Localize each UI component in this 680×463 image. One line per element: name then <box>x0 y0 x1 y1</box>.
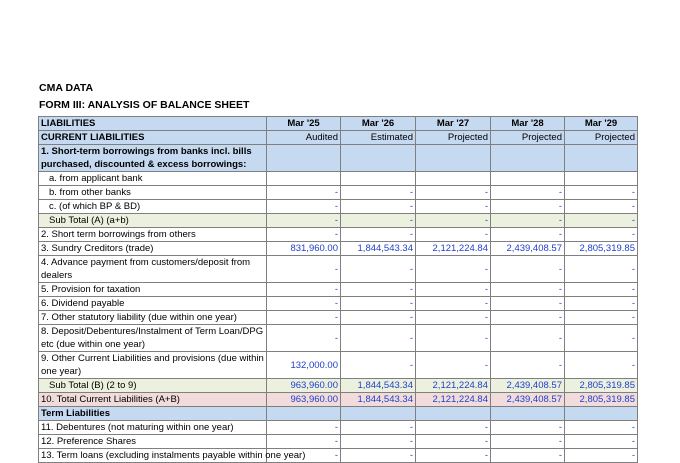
value-cell[interactable] <box>416 145 491 172</box>
value-cell[interactable]: 2,121,224.84 <box>416 242 491 256</box>
row-label-cell[interactable]: 11. Debentures (not maturing within one year) <box>39 421 267 435</box>
table-row <box>39 145 638 172</box>
table-row <box>39 131 638 145</box>
form-title: FORM III: ANALYSIS OF BALANCE SHEET <box>39 99 250 111</box>
value-cell[interactable]: - <box>341 200 416 214</box>
value-cell[interactable]: - <box>565 311 638 325</box>
value-cell[interactable]: 2,439,408.57 <box>491 393 565 407</box>
value-cell[interactable]: - <box>416 435 491 449</box>
value-cell[interactable]: - <box>341 297 416 311</box>
row-label-cell[interactable]: 12. Preference Shares <box>39 435 267 449</box>
value-cell[interactable]: - <box>491 214 565 228</box>
row-label-cell[interactable]: 9. Other Current Liabilities and provisions (due within one year) <box>39 352 267 379</box>
value-cell[interactable]: - <box>267 256 341 283</box>
value-cell[interactable]: - <box>491 297 565 311</box>
value-cell[interactable]: - <box>491 449 565 463</box>
value-cell[interactable]: - <box>341 325 416 352</box>
value-cell[interactable]: 2,805,319.85 <box>565 379 638 393</box>
table-row <box>39 352 638 379</box>
value-cell[interactable]: - <box>416 297 491 311</box>
value-cell[interactable]: 2,439,408.57 <box>491 242 565 256</box>
value-cell[interactable]: - <box>341 186 416 200</box>
value-cell[interactable]: - <box>416 311 491 325</box>
value-cell[interactable]: - <box>416 449 491 463</box>
value-cell[interactable]: - <box>416 325 491 352</box>
value-cell[interactable]: - <box>416 214 491 228</box>
table-row <box>39 435 638 449</box>
value-cell[interactable]: - <box>416 283 491 297</box>
table-row <box>39 407 638 421</box>
year-header-cell[interactable]: Mar '27 <box>416 117 491 131</box>
value-cell[interactable]: - <box>565 256 638 283</box>
value-cell[interactable]: - <box>565 325 638 352</box>
value-cell[interactable] <box>491 172 565 186</box>
value-cell[interactable]: - <box>491 421 565 435</box>
value-cell[interactable]: - <box>416 186 491 200</box>
value-cell[interactable]: 1,844,543.34 <box>341 379 416 393</box>
table-row <box>39 297 638 311</box>
row-label-cell[interactable]: 1. Short-term borrowings from banks incl. bills purchased, discounted & excess borrowings: <box>39 145 267 172</box>
value-cell[interactable]: - <box>491 325 565 352</box>
row-label-cell[interactable]: 13. Term loans (excluding instalments payable within one year) <box>39 449 267 463</box>
table-row <box>39 242 638 256</box>
value-cell[interactable] <box>416 407 491 421</box>
row-label-cell[interactable]: b. from other banks <box>39 186 267 200</box>
value-cell[interactable] <box>416 172 491 186</box>
value-cell[interactable]: - <box>565 214 638 228</box>
value-cell[interactable] <box>267 145 341 172</box>
value-cell[interactable]: - <box>491 200 565 214</box>
table-row <box>39 393 638 407</box>
value-cell[interactable]: - <box>341 449 416 463</box>
value-cell[interactable] <box>341 145 416 172</box>
row-label-cell[interactable]: CURRENT LIABILITIES <box>39 131 267 145</box>
row-label-cell[interactable]: a. from applicant bank <box>39 172 267 186</box>
value-cell[interactable]: - <box>341 214 416 228</box>
value-cell[interactable]: Estimated <box>341 131 416 145</box>
row-label-cell[interactable]: 6. Dividend payable <box>39 297 267 311</box>
value-cell[interactable]: 831,960.00 <box>267 242 341 256</box>
row-label-cell[interactable]: Term Liabilities <box>39 407 267 421</box>
value-cell[interactable]: - <box>565 228 638 242</box>
value-cell[interactable]: - <box>565 200 638 214</box>
table-row <box>39 325 638 352</box>
value-cell[interactable]: - <box>491 311 565 325</box>
year-header-cell[interactable]: Mar '26 <box>341 117 416 131</box>
table-row <box>39 379 638 393</box>
value-cell[interactable]: 2,439,408.57 <box>491 379 565 393</box>
value-cell[interactable]: - <box>267 214 341 228</box>
value-cell[interactable]: - <box>341 435 416 449</box>
value-cell[interactable]: - <box>341 352 416 379</box>
value-cell[interactable]: - <box>565 435 638 449</box>
value-cell[interactable]: - <box>267 200 341 214</box>
value-cell[interactable]: - <box>491 352 565 379</box>
value-cell[interactable] <box>267 172 341 186</box>
value-cell[interactable]: - <box>416 200 491 214</box>
value-cell[interactable]: - <box>565 449 638 463</box>
value-cell[interactable]: 132,000.00 <box>267 352 341 379</box>
value-cell[interactable] <box>491 407 565 421</box>
row-label-cell[interactable]: 4. Advance payment from customers/deposit from dealers <box>39 256 267 283</box>
value-cell[interactable]: - <box>267 325 341 352</box>
header-row <box>39 117 638 131</box>
value-cell[interactable]: - <box>565 297 638 311</box>
table-row <box>39 311 638 325</box>
value-cell[interactable] <box>267 407 341 421</box>
value-cell[interactable]: - <box>267 186 341 200</box>
year-header-cell[interactable]: Mar '29 <box>565 117 638 131</box>
value-cell[interactable]: - <box>341 228 416 242</box>
value-cell[interactable]: 2,805,319.85 <box>565 393 638 407</box>
value-cell[interactable]: - <box>267 311 341 325</box>
table-row <box>39 449 638 463</box>
value-cell[interactable]: - <box>416 228 491 242</box>
value-cell[interactable]: 1,844,543.34 <box>341 242 416 256</box>
value-cell[interactable]: - <box>267 283 341 297</box>
value-cell[interactable]: - <box>341 311 416 325</box>
row-label-cell[interactable]: c. (of which BP & BD) <box>39 200 267 214</box>
balance-sheet-table <box>38 116 638 463</box>
row-label-cell[interactable]: Sub Total (B) (2 to 9) <box>39 379 267 393</box>
value-cell[interactable]: - <box>565 283 638 297</box>
value-cell[interactable]: 1,844,543.34 <box>341 393 416 407</box>
value-cell[interactable]: 2,121,224.84 <box>416 379 491 393</box>
value-cell[interactable] <box>491 145 565 172</box>
table-row <box>39 186 638 200</box>
value-cell[interactable]: Projected <box>565 131 638 145</box>
row-label-cell[interactable]: 3. Sundry Creditors (trade) <box>39 242 267 256</box>
value-cell[interactable]: - <box>341 256 416 283</box>
value-cell[interactable]: - <box>267 228 341 242</box>
value-cell[interactable]: - <box>565 186 638 200</box>
value-cell[interactable]: 2,121,224.84 <box>416 393 491 407</box>
value-cell[interactable]: - <box>491 435 565 449</box>
value-cell[interactable]: - <box>491 186 565 200</box>
value-cell[interactable]: 2,805,319.85 <box>565 242 638 256</box>
value-cell[interactable]: - <box>491 256 565 283</box>
value-cell[interactable]: - <box>267 449 341 463</box>
value-cell[interactable] <box>565 172 638 186</box>
table-row <box>39 200 638 214</box>
value-cell[interactable] <box>341 407 416 421</box>
value-cell[interactable] <box>565 407 638 421</box>
value-cell[interactable]: - <box>565 421 638 435</box>
table-row <box>39 172 638 186</box>
value-cell[interactable]: - <box>267 435 341 449</box>
table-row <box>39 256 638 283</box>
document-title: CMA DATA <box>39 82 94 94</box>
value-cell[interactable]: Projected <box>491 131 565 145</box>
value-cell[interactable]: - <box>491 283 565 297</box>
table-row <box>39 421 638 435</box>
value-cell[interactable] <box>341 172 416 186</box>
value-cell[interactable]: 963,960.00 <box>267 393 341 407</box>
value-cell[interactable]: - <box>565 352 638 379</box>
value-cell[interactable]: - <box>341 283 416 297</box>
year-header-cell[interactable]: Mar '25 <box>267 117 341 131</box>
value-cell[interactable]: 963,960.00 <box>267 379 341 393</box>
table-row <box>39 214 638 228</box>
value-cell[interactable]: - <box>267 421 341 435</box>
value-cell[interactable] <box>565 145 638 172</box>
value-cell[interactable]: - <box>267 297 341 311</box>
value-cell[interactable]: Audited <box>267 131 341 145</box>
value-cell[interactable]: - <box>491 228 565 242</box>
row-label-cell[interactable]: 10. Total Current Liabilities (A+B) <box>39 393 267 407</box>
row-label-cell[interactable]: 2. Short term borrowings from others <box>39 228 267 242</box>
row-label-cell[interactable]: 5. Provision for taxation <box>39 283 267 297</box>
liabilities-header-cell[interactable]: LIABILITIES <box>39 117 267 131</box>
year-header-cell[interactable]: Mar '28 <box>491 117 565 131</box>
table-row <box>39 228 638 242</box>
value-cell[interactable]: - <box>341 421 416 435</box>
row-label-cell[interactable]: Sub Total (A) (a+b) <box>39 214 267 228</box>
row-label-cell[interactable]: 7. Other statutory liability (due within one year) <box>39 311 267 325</box>
value-cell[interactable]: - <box>416 256 491 283</box>
value-cell[interactable]: - <box>416 421 491 435</box>
row-label-cell[interactable]: 8. Deposit/Debentures/Instalment of Term Loan/DPG etc (due within one year) <box>39 325 267 352</box>
value-cell[interactable]: Projected <box>416 131 491 145</box>
table-row <box>39 283 638 297</box>
value-cell[interactable]: - <box>416 352 491 379</box>
